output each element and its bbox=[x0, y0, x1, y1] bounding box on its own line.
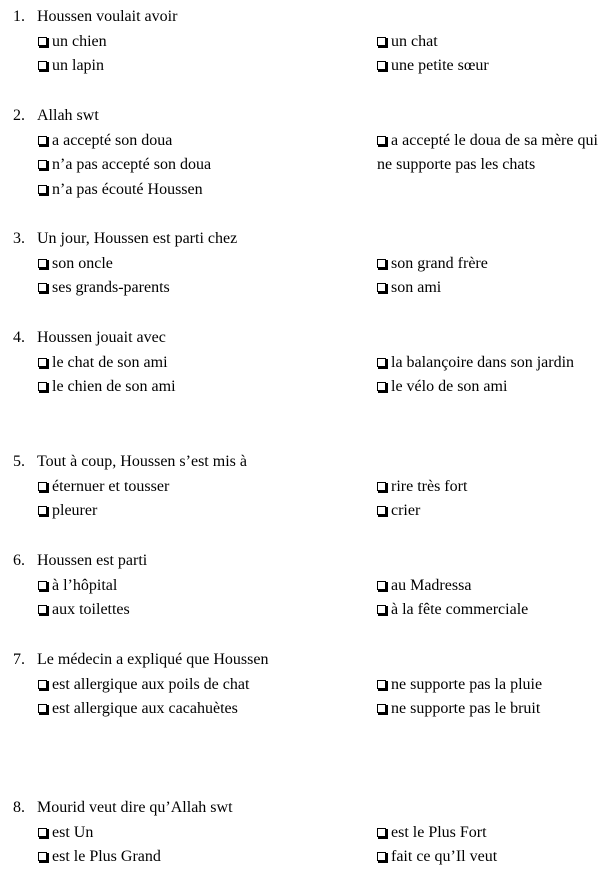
option[interactable] bbox=[38, 252, 260, 277]
option[interactable] bbox=[38, 276, 260, 301]
option-label: ne supporte pas la pluie bbox=[391, 675, 543, 693]
option-label: a accepté son doua bbox=[52, 131, 173, 149]
checkbox-icon[interactable] bbox=[377, 828, 386, 837]
option-label: est Un bbox=[52, 823, 94, 841]
option[interactable] bbox=[377, 499, 598, 524]
option[interactable] bbox=[38, 821, 260, 846]
option[interactable] bbox=[38, 129, 260, 154]
checkbox-icon[interactable] bbox=[377, 581, 386, 590]
option-label: le chien de son ami bbox=[52, 378, 176, 396]
option[interactable] bbox=[377, 54, 598, 79]
option[interactable] bbox=[38, 475, 260, 500]
checkbox-icon[interactable] bbox=[38, 506, 47, 515]
option[interactable] bbox=[377, 598, 598, 623]
checkbox-icon[interactable] bbox=[377, 37, 386, 46]
checkbox-icon[interactable] bbox=[377, 259, 386, 268]
option-label: est le Plus Fort bbox=[391, 823, 487, 841]
option[interactable] bbox=[38, 178, 260, 203]
checkbox-icon[interactable] bbox=[377, 283, 386, 292]
option[interactable] bbox=[38, 598, 260, 623]
option[interactable] bbox=[38, 54, 260, 79]
options-right bbox=[377, 129, 598, 178]
question-number: 6. bbox=[13, 552, 25, 569]
question-title bbox=[13, 227, 237, 252]
option-label: son oncle bbox=[52, 254, 113, 272]
options-left bbox=[38, 252, 260, 301]
option-label: est allergique aux poils de chat bbox=[52, 675, 250, 693]
options-left bbox=[38, 821, 260, 870]
option-label: un lapin bbox=[52, 57, 104, 75]
option[interactable] bbox=[38, 574, 260, 599]
checkbox-icon[interactable] bbox=[377, 482, 386, 491]
question-number: 5. bbox=[13, 453, 25, 470]
option[interactable] bbox=[38, 499, 260, 524]
option-label: aux toilettes bbox=[52, 601, 130, 619]
checkbox-icon[interactable] bbox=[38, 680, 47, 689]
option[interactable] bbox=[38, 351, 260, 376]
option-label: un chien bbox=[52, 32, 107, 50]
checkbox-icon[interactable] bbox=[38, 283, 47, 292]
question-title bbox=[13, 549, 147, 574]
options-right bbox=[377, 821, 598, 870]
option-label: n’a pas écouté Houssen bbox=[52, 181, 203, 199]
option[interactable] bbox=[38, 697, 260, 722]
option-label: au Madressa bbox=[391, 576, 472, 594]
checkbox-icon[interactable] bbox=[38, 852, 47, 861]
checkbox-icon[interactable] bbox=[38, 37, 47, 46]
question-text: Houssen est parti bbox=[37, 552, 148, 569]
checkbox-icon[interactable] bbox=[38, 358, 47, 367]
checkbox-icon[interactable] bbox=[38, 185, 47, 194]
option-label: ne supporte pas le bruit bbox=[391, 700, 541, 718]
question-number: 3. bbox=[13, 230, 25, 247]
option[interactable] bbox=[377, 673, 598, 698]
checkbox-icon[interactable] bbox=[377, 506, 386, 515]
question-title bbox=[13, 450, 247, 475]
options-left bbox=[38, 673, 260, 722]
question-text: Le médecin a expliqué que Houssen bbox=[37, 651, 269, 668]
option-label: éternuer et tousser bbox=[52, 477, 170, 495]
option-label: a accepté le doua de sa mère qui ne supporte pas les chats bbox=[377, 131, 598, 174]
option[interactable] bbox=[377, 821, 598, 846]
question-text: Houssen jouait avec bbox=[37, 329, 166, 346]
checkbox-icon[interactable] bbox=[38, 382, 47, 391]
option[interactable] bbox=[38, 845, 260, 870]
question-number: 8. bbox=[13, 799, 25, 816]
option-label: pleurer bbox=[52, 502, 98, 520]
checkbox-icon[interactable] bbox=[377, 382, 386, 391]
option[interactable] bbox=[38, 673, 260, 698]
option-label: son ami bbox=[391, 279, 442, 297]
option-label: est le Plus Grand bbox=[52, 848, 161, 866]
options-right bbox=[377, 252, 598, 301]
checkbox-icon[interactable] bbox=[38, 581, 47, 590]
option[interactable] bbox=[377, 375, 598, 400]
option[interactable] bbox=[377, 252, 598, 277]
options-right bbox=[377, 30, 598, 79]
option[interactable] bbox=[377, 129, 598, 178]
question-title bbox=[13, 104, 99, 129]
options-right bbox=[377, 574, 598, 623]
question-text: Houssen voulait avoir bbox=[37, 8, 178, 25]
option-label: rire très fort bbox=[391, 477, 468, 495]
option[interactable] bbox=[377, 30, 598, 55]
checkbox-icon[interactable] bbox=[377, 605, 386, 614]
checkbox-icon[interactable] bbox=[38, 482, 47, 491]
option[interactable] bbox=[377, 276, 598, 301]
question-text: Un jour, Houssen est parti chez bbox=[37, 230, 238, 247]
option[interactable] bbox=[38, 153, 260, 178]
option-label: n’a pas accepté son doua bbox=[52, 156, 212, 174]
checkbox-icon[interactable] bbox=[377, 852, 386, 861]
question-title bbox=[13, 648, 268, 673]
checkbox-icon[interactable] bbox=[377, 61, 386, 70]
question-number: 1. bbox=[13, 8, 25, 25]
question-title bbox=[13, 326, 166, 351]
option[interactable] bbox=[38, 375, 260, 400]
option[interactable] bbox=[38, 30, 260, 55]
option-label: son grand frère bbox=[391, 254, 488, 272]
option[interactable] bbox=[377, 574, 598, 599]
options-left bbox=[38, 351, 260, 400]
checkbox-icon[interactable] bbox=[377, 680, 386, 689]
question-title bbox=[13, 796, 233, 821]
option-label: une petite sœur bbox=[391, 57, 489, 75]
options-right bbox=[377, 351, 598, 400]
option-label: le vélo de son ami bbox=[391, 378, 508, 396]
question-title bbox=[13, 5, 177, 30]
option-label: un chat bbox=[391, 32, 438, 50]
options-left bbox=[38, 129, 260, 203]
options-left bbox=[38, 574, 260, 623]
option-label: à l’hôpital bbox=[52, 576, 118, 594]
checkbox-icon[interactable] bbox=[38, 704, 47, 713]
option-label: crier bbox=[391, 502, 421, 520]
option[interactable] bbox=[377, 351, 598, 376]
question-text: Tout à coup, Houssen s’est mis à bbox=[37, 453, 247, 470]
option-label: le chat de son ami bbox=[52, 353, 168, 371]
option-label: ses grands-parents bbox=[52, 279, 170, 297]
checkbox-icon[interactable] bbox=[377, 704, 386, 713]
question-text: Mourid veut dire qu’Allah swt bbox=[37, 799, 233, 816]
option[interactable] bbox=[377, 475, 598, 500]
options-right bbox=[377, 673, 598, 722]
checkbox-icon[interactable] bbox=[38, 605, 47, 614]
question-number: 2. bbox=[13, 107, 25, 124]
options-right bbox=[377, 475, 598, 524]
question-number: 4. bbox=[13, 329, 25, 346]
checkbox-icon[interactable] bbox=[377, 358, 386, 367]
question-text: Allah swt bbox=[37, 107, 99, 124]
option-label: à la fête commerciale bbox=[391, 601, 529, 619]
question-number: 7. bbox=[13, 651, 25, 668]
checkbox-icon[interactable] bbox=[38, 259, 47, 268]
checkbox-icon[interactable] bbox=[38, 160, 47, 169]
options-left bbox=[38, 475, 260, 524]
option[interactable] bbox=[377, 697, 598, 722]
options-left bbox=[38, 30, 260, 79]
option[interactable] bbox=[377, 845, 598, 870]
checkbox-icon[interactable] bbox=[38, 136, 47, 145]
option-label: est allergique aux cacahuètes bbox=[52, 700, 238, 718]
checkbox-icon[interactable] bbox=[38, 828, 47, 837]
option-label: fait ce qu’Il veut bbox=[391, 848, 498, 866]
option-label: la balançoire dans son jardin bbox=[391, 353, 575, 371]
checkbox-icon[interactable] bbox=[38, 61, 47, 70]
checkbox-icon[interactable] bbox=[377, 136, 386, 145]
